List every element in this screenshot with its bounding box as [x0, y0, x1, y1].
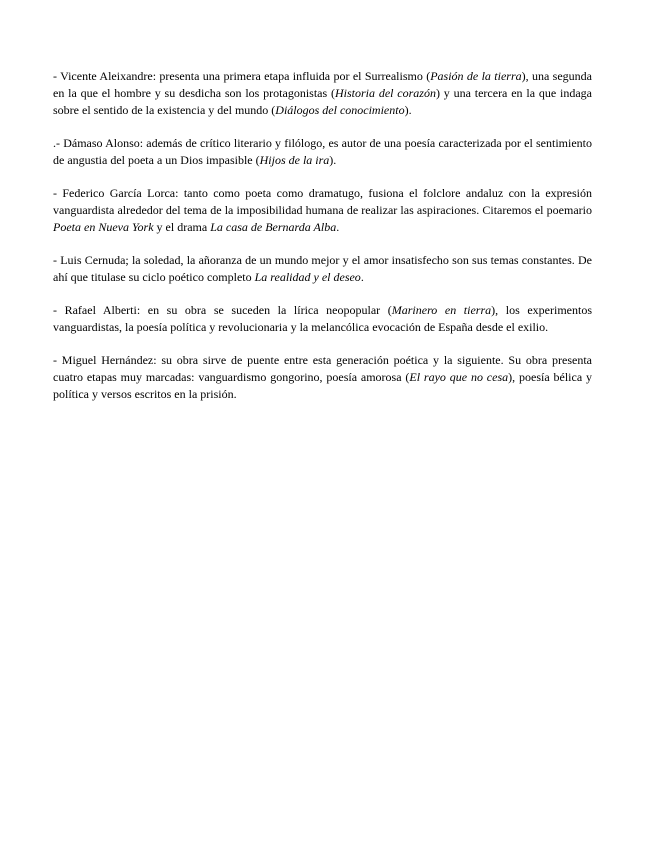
text-segment: ).: [404, 103, 412, 117]
paragraph-federico-garcia-lorca: [53, 185, 592, 236]
text-segment: ), poesía bélica y política y versos escritos en la prisión.: [53, 370, 593, 401]
text-segment: ), los experimentos vanguardistas, la poesía política y revolucionaria y la melancólica evocación de España desde el exilio.: [53, 303, 592, 334]
work-title: El rayo que no cesa: [409, 370, 509, 384]
text-segment: - Vicente Aleixandre: presenta una primera etapa influida por el Surrealismo (: [53, 69, 431, 83]
work-title: Marinero en tierra: [391, 303, 492, 317]
paragraph-luis-cernuda: [53, 252, 592, 286]
text-segment: - Miguel Hernández: su obra sirve de puente entre esta generación poética y la siguiente. Su obra presenta cuatro etapas muy marcadas: vanguardismo gongorino, poesía amorosa (: [53, 353, 592, 384]
text-segment: ), una segunda en la que el hombre y su desdicha son los protagonistas (: [53, 69, 593, 100]
text-segment: - Rafael Alberti: en su obra se suceden la lírica neopopular (: [53, 303, 392, 317]
paragraph-miguel-hernandez: [53, 352, 592, 403]
work-title: Poeta en Nueva York: [53, 220, 154, 234]
work-title: La realidad y el deseo: [254, 270, 361, 284]
text-segment: .: [336, 220, 340, 234]
text-segment: .- Dámaso Alonso: además de crítico literario y filólogo, es autor de una poesía caracterizada por el sentimiento de angustia del poeta a un Dios impasible (: [53, 136, 592, 167]
work-title: La casa de Bernarda Alba: [210, 220, 337, 234]
text-segment: - Luis Cernuda; la soledad, la añoranza de un mundo mejor y el amor insatisfecho son sus temas constantes. De ahí que titulase su ciclo poético completo: [53, 253, 592, 284]
text-segment: ).: [329, 153, 337, 167]
work-title: Hijos de la ira: [259, 153, 330, 167]
paragraph-rafael-alberti: [53, 302, 592, 336]
text-segment: y el drama: [153, 220, 211, 234]
paragraph-vicente-aleixandre: [53, 68, 592, 119]
paragraph-damaso-alonso: [53, 135, 592, 169]
work-title: Diálogos del conocimiento: [275, 103, 405, 117]
work-title: Pasión de la tierra: [430, 69, 522, 83]
text-segment: .: [360, 270, 364, 284]
work-title: Historia del corazón: [334, 86, 436, 100]
text-segment: - Federico García Lorca: tanto como poeta como dramatugo, fusiona el folclore andaluz con la expresión vanguardista alrededor del tema de la imposibilidad humana de realizar las aspiraciones. Citaremos el poemario: [53, 186, 592, 217]
text-segment: ) y una tercera en la que indaga sobre el sentido de la existencia y del mundo (: [53, 86, 592, 117]
document-page: [53, 68, 592, 403]
